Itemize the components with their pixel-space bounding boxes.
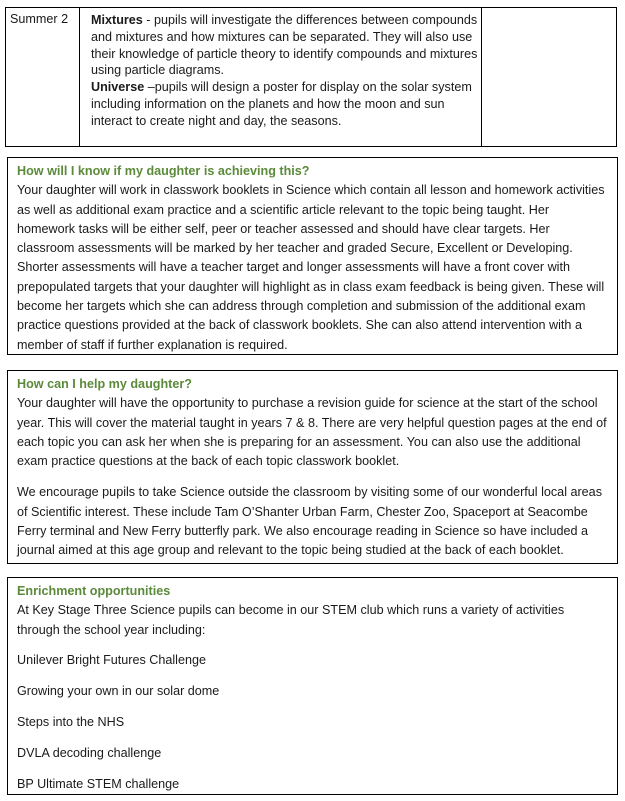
universe-text: –pupils will design a poster for display on the solar system including information on the planets and how the moon and sun interact to create night and day, the seasons. xyxy=(91,80,472,128)
column-divider xyxy=(481,8,482,146)
column-divider xyxy=(79,8,80,146)
achieving-section xyxy=(7,157,618,355)
term-label: Summer 2 xyxy=(10,12,69,26)
mixtures-text: - pupils will investigate the differences between compounds and mixtures and how mixtures can be separated. They will also use their knowledge of particle theory to identify compounds and mixtures using particle diagrams. xyxy=(91,13,478,78)
help-section xyxy=(7,370,618,564)
summer2-table-row xyxy=(5,7,617,147)
achieving-text: Your daughter will work in classwork booklets in Science which contain all lesson and homework activities as well as additional exam practice and a scientific article relevant to the topic being taught. Her homework tasks will be either self, peer or teacher assessed and should have clear targets. Her classroom assessments will be marked by her teacher and graded Secure, Excellent or Developing. Shorter assessments will have a teacher target and longer assessments will have a front cover with prepopulated targets that your daughter will highlight as in class exam feedback is being given. These will become her targets which she can address through completion and submission of the additional exam practice questions provided at the back of classwork booklets. She can also attend intervention with a member of staff if further explanation is required. xyxy=(17,183,605,352)
help-paragraph-1: Your daughter will have the opportunity to purchase a revision guide for science at the start of the school year. This will cover the material taught in years 7 & 8. There are very helpful question pages at the end of each topic you can ask her when she is preparing for an assessment. You can also use the additional exam practice questions at the back of each topic classwork booklet. xyxy=(17,396,607,469)
enrichment-heading: Enrichment opportunities xyxy=(17,584,171,598)
list-item: BP Ultimate STEM challenge xyxy=(17,777,180,792)
help-heading: How can I help my daughter? xyxy=(17,377,192,391)
list-item: Steps into the NHS xyxy=(17,715,125,730)
help-paragraph-2: We encourage pupils to take Science outside the classroom by visiting some of our wonderful local areas of Scientific interest. These include Tam O’Shanter Urban Farm, Chester Zoo, Spaceport at Seacombe Ferry terminal and New Ferry butterfly park. We also encourage reading in Science so have included a journal aimed at this age group and relevant to the topic being studied at the back of each booklet. xyxy=(17,485,602,558)
list-item: Unilever Bright Futures Challenge xyxy=(17,653,206,668)
mixtures-title: Mixtures xyxy=(91,13,143,27)
list-item: DVLA decoding challenge xyxy=(17,746,162,761)
enrichment-intro: At Key Stage Three Science pupils can become in our STEM club which runs a variety of activities through the school year including: xyxy=(17,603,565,637)
achieving-heading: How will I know if my daughter is achieving this? xyxy=(17,164,310,178)
list-item: Growing your own in our solar dome xyxy=(17,684,220,699)
topic-description xyxy=(91,12,481,130)
enrichment-section xyxy=(7,577,618,795)
universe-title: Universe xyxy=(91,80,145,95)
